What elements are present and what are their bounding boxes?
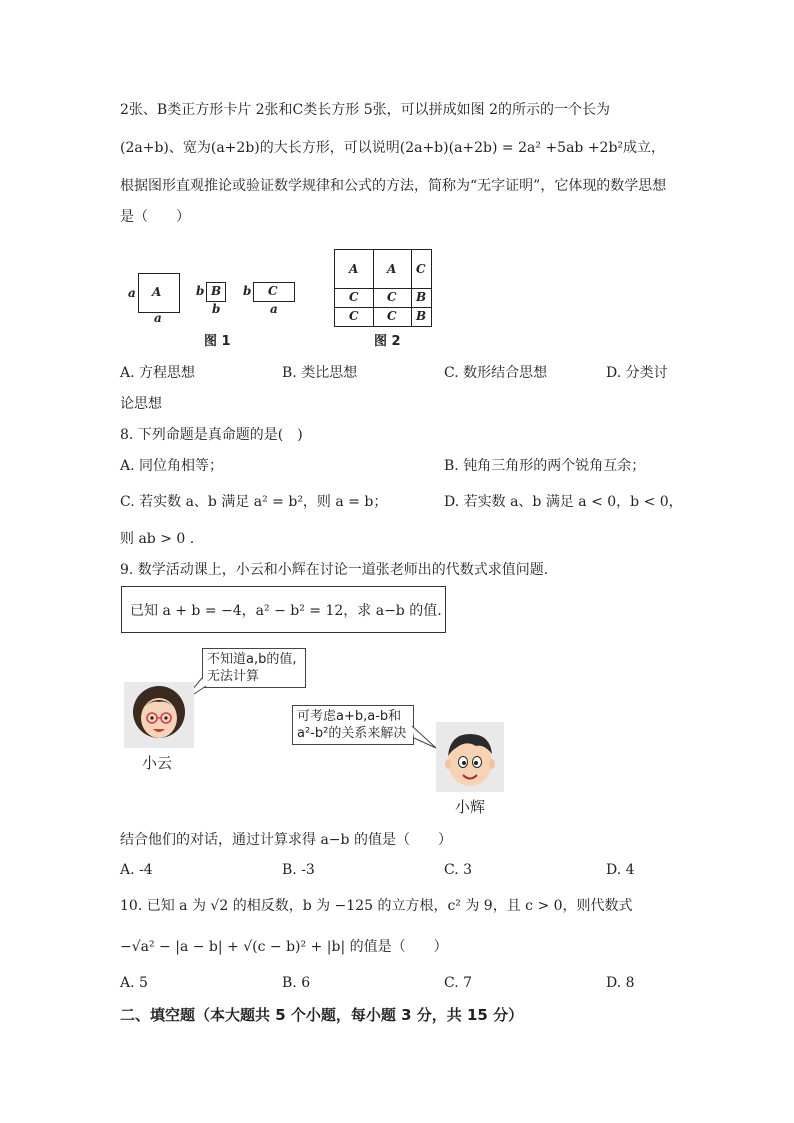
section-2-heading: 二、填空题（本大题共 5 个小题，每小题 3 分，共 15 分） xyxy=(120,1006,524,1024)
q8-option-c: C. 若实数 a、b 满足 a² = b²，则 a = b； xyxy=(120,494,388,510)
card-a-label: A xyxy=(152,285,162,299)
bubble-text: 无法计算 xyxy=(207,669,260,684)
q8-stem: 8. 下列命题是真命题的是( ) xyxy=(120,427,303,443)
q10-line1: 10. 已知 a 为 √2 的相反数，b 为 −125 的立方根，c² 为 9，且 c > 0，则代数式 xyxy=(120,898,633,914)
card-b-side-bottom: b xyxy=(212,302,221,316)
grid-cell: C xyxy=(349,290,359,304)
q9-question: 结合他们的对话，通过计算求得 a−b 的值是（ ） xyxy=(120,832,452,848)
q10-option-d: D. 8 xyxy=(606,975,635,991)
bubble-text: 不知道a,b的值, xyxy=(207,652,297,667)
q7-line4: 是（ ） xyxy=(120,209,190,225)
card-a xyxy=(138,273,180,313)
q9-option-a: A. -4 xyxy=(120,862,153,878)
q7-line2: (2a+b)、宽为(a+2b)的大长方形，可以说明(2a+b)(a+2b) = 2a² +5ab +2b²成立， xyxy=(120,140,666,156)
q8-option-b: B. 钝角三角形的两个锐角互余； xyxy=(444,458,646,474)
grid-cell: B xyxy=(416,290,427,304)
xiaohui-avatar-icon xyxy=(436,722,504,792)
xiaoyun-name: 小云 xyxy=(142,754,173,772)
bubble-text: a²-b²的关系来解决 xyxy=(297,726,407,741)
card-c-side-left: b xyxy=(243,284,252,298)
q8-option-d: D. 若实数 a、b 满足 a < 0，b < 0， xyxy=(444,494,683,510)
q9-stem: 9. 数学活动课上，小云和小辉在讨论一道张老师出的代数式求值问题. xyxy=(120,562,549,578)
q9-option-d: D. 4 xyxy=(606,862,635,878)
grid-cell: C xyxy=(416,262,426,276)
q7-line1: 2张、B类正方形卡片 2张和C类长方形 5张，可以拼成如图 2的所示的一个长为 xyxy=(120,102,610,118)
q7-option-a: A. 方程思想 xyxy=(120,365,196,381)
q7-option-c: C. 数形结合思想 xyxy=(444,365,548,381)
q7-option-d-cont: 论思想 xyxy=(120,396,162,412)
card-c-side-bottom: a xyxy=(270,302,278,316)
figure-2-grid xyxy=(334,249,432,327)
q9-problem-box xyxy=(121,586,446,633)
q8-option-a: A. 同位角相等； xyxy=(120,458,224,474)
figure-2-caption: 图 2 xyxy=(374,334,401,349)
bubble-text: 可考虑a+b,a-b和 xyxy=(297,709,402,724)
figure-1-caption: 图 1 xyxy=(204,334,231,349)
grid-cell: C xyxy=(387,309,397,323)
q7-line3: 根据图形直观推论或验证数学规律和公式的方法，简称为“无字证明”，它体现的数学思想 xyxy=(120,178,667,194)
speech-bubble-xiaohui xyxy=(292,705,414,745)
card-a-side-bottom: a xyxy=(154,311,162,325)
card-a-side-left: a xyxy=(128,286,136,300)
q9-problem-text: 已知 a + b = −4，a² − b² = 12，求 a−b 的值. xyxy=(130,603,442,619)
q9-option-b: B. -3 xyxy=(282,862,315,878)
q7-option-b: B. 类比思想 xyxy=(282,365,358,381)
card-b-side-left: b xyxy=(196,284,205,298)
q10-line2: −√a² − |a − b| + √(c − b)² + |b| 的值是（ ） xyxy=(120,939,448,955)
grid-cell: B xyxy=(416,309,427,323)
grid-cell: C xyxy=(387,290,397,304)
grid-cell: A xyxy=(349,262,359,276)
q10-option-c: C. 7 xyxy=(444,975,473,991)
q8-option-d-cont: 则 ab > 0 . xyxy=(120,531,195,547)
xiaohui-name: 小辉 xyxy=(455,798,486,816)
grid-cell: A xyxy=(387,262,397,276)
figure-1 xyxy=(120,246,430,351)
q10-option-b: B. 6 xyxy=(282,975,311,991)
q10-option-a: A. 5 xyxy=(120,975,148,991)
speech-bubble-xiaoyun xyxy=(202,648,306,688)
xiaoyun-avatar-icon xyxy=(124,682,194,748)
card-c xyxy=(253,282,295,302)
card-b xyxy=(206,282,226,302)
card-b-label: B xyxy=(211,284,222,298)
card-c-label: C xyxy=(268,284,278,298)
q9-option-c: C. 3 xyxy=(444,862,473,878)
q7-option-d: D. 分类讨 xyxy=(606,365,668,381)
grid-cell: C xyxy=(349,309,359,323)
